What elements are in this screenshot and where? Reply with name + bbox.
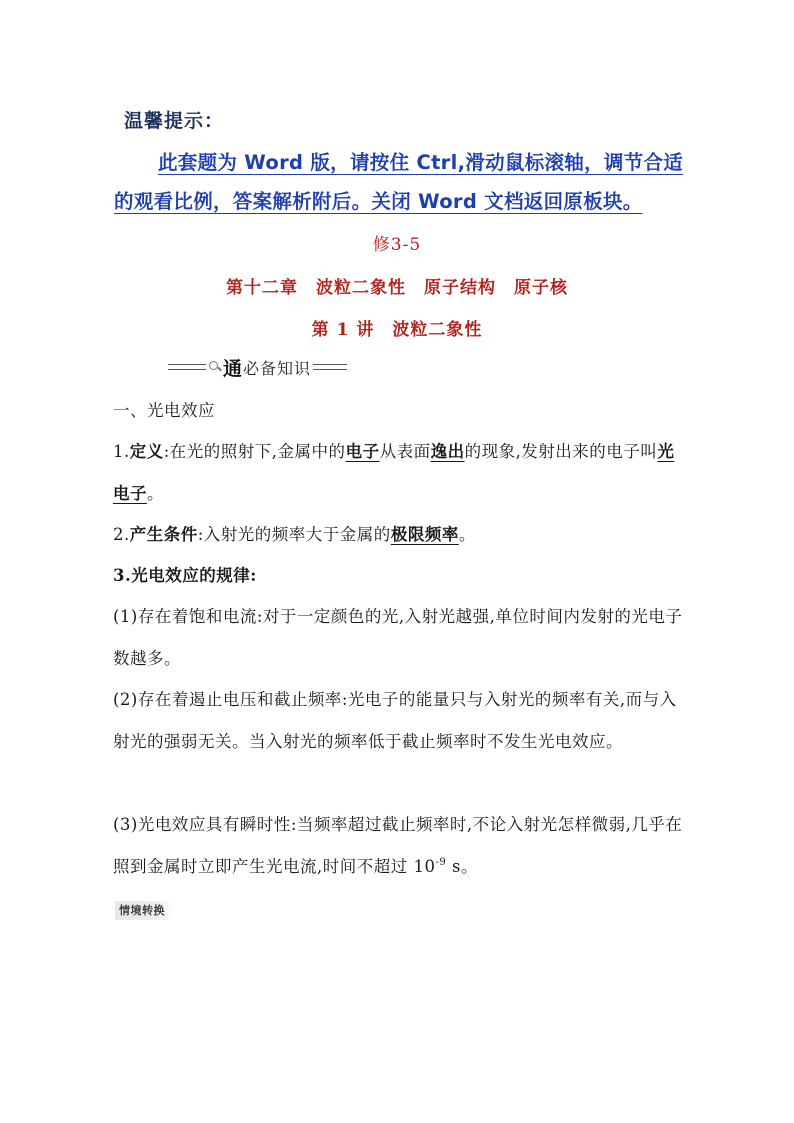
key-threshold-frequency: 极限频率 <box>390 525 459 544</box>
cond-text-2: 。 <box>458 525 476 544</box>
p3-exponent: -9 <box>435 856 447 868</box>
key-photoelectron: 光电子 <box>113 442 675 503</box>
def-text-2: 从表面 <box>379 442 431 461</box>
def-text-4: 。 <box>147 483 164 503</box>
heading-photoelectric: 一、光电效应 <box>113 401 215 420</box>
law-paragraph-1: (1)存在着饱和电流:对于一定颜色的光,入射光越强,单位时间内发射的光电子数越多。 <box>113 607 683 668</box>
law-paragraph-3 <box>113 804 685 887</box>
module-title: 修3-5 <box>372 235 422 255</box>
def-num: 1. <box>113 442 130 461</box>
p3-text-a: (3)光电效应具有瞬时性:当频率超过截止频率时,不论入射光怎样微弱,几乎在照到金属时立即产生光电流,时间不超过 10 <box>113 815 683 876</box>
section-banner <box>168 356 347 378</box>
chapter-number: 第十二章 <box>226 278 298 298</box>
chapter-topic-2: 原子结构 <box>424 278 496 298</box>
law-heading: 3.光电效应的规律: <box>113 566 257 585</box>
tip-body-text: 此套题为 Word 版，请按住 Ctrl,滑动鼠标滚轴，调节合适的观看比例，答案解析附后。关闭 Word 文档返回原板块。 <box>114 151 684 213</box>
def-text-1: :在光的照射下,金属中的 <box>163 442 346 461</box>
chapter-topic-3: 原子核 <box>514 278 568 298</box>
condition-paragraph <box>113 514 685 556</box>
tong-emblem-icon: 通 <box>223 357 243 380</box>
key-escape: 逸出 <box>430 442 465 461</box>
definition-paragraph <box>113 431 685 514</box>
lecture-title: 第 1 讲 波粒二象性 <box>311 320 483 340</box>
p3-text-b: s。 <box>446 856 478 876</box>
left-double-rule <box>168 364 206 370</box>
law-paragraph-2: (2)存在着遏止电压和截止频率:光电子的能量只与入射光的频率有关,而与入射光的强弱无关。当入射光的频率低于截止频率时不发生光电效应。 <box>113 690 677 751</box>
section-label: 必备知识 <box>243 358 312 378</box>
right-double-rule <box>313 364 347 370</box>
cond-label: 产生条件 <box>129 525 198 544</box>
cond-text-1: :入射光的频率大于金属的 <box>197 525 391 544</box>
magnifier-icon <box>208 360 222 374</box>
def-label: 定义 <box>129 442 164 461</box>
chapter-topic-1: 波粒二象性 <box>316 278 406 298</box>
chapter-title <box>0 273 794 298</box>
def-text-3: 的现象,发射出来的电子叫 <box>464 442 658 461</box>
key-electron: 电子 <box>345 442 380 461</box>
tip-body <box>114 143 694 221</box>
cond-num: 2. <box>113 525 130 544</box>
tip-title: 温馨提示： <box>124 110 225 132</box>
scenario-tag: 情境转换 <box>115 901 175 920</box>
